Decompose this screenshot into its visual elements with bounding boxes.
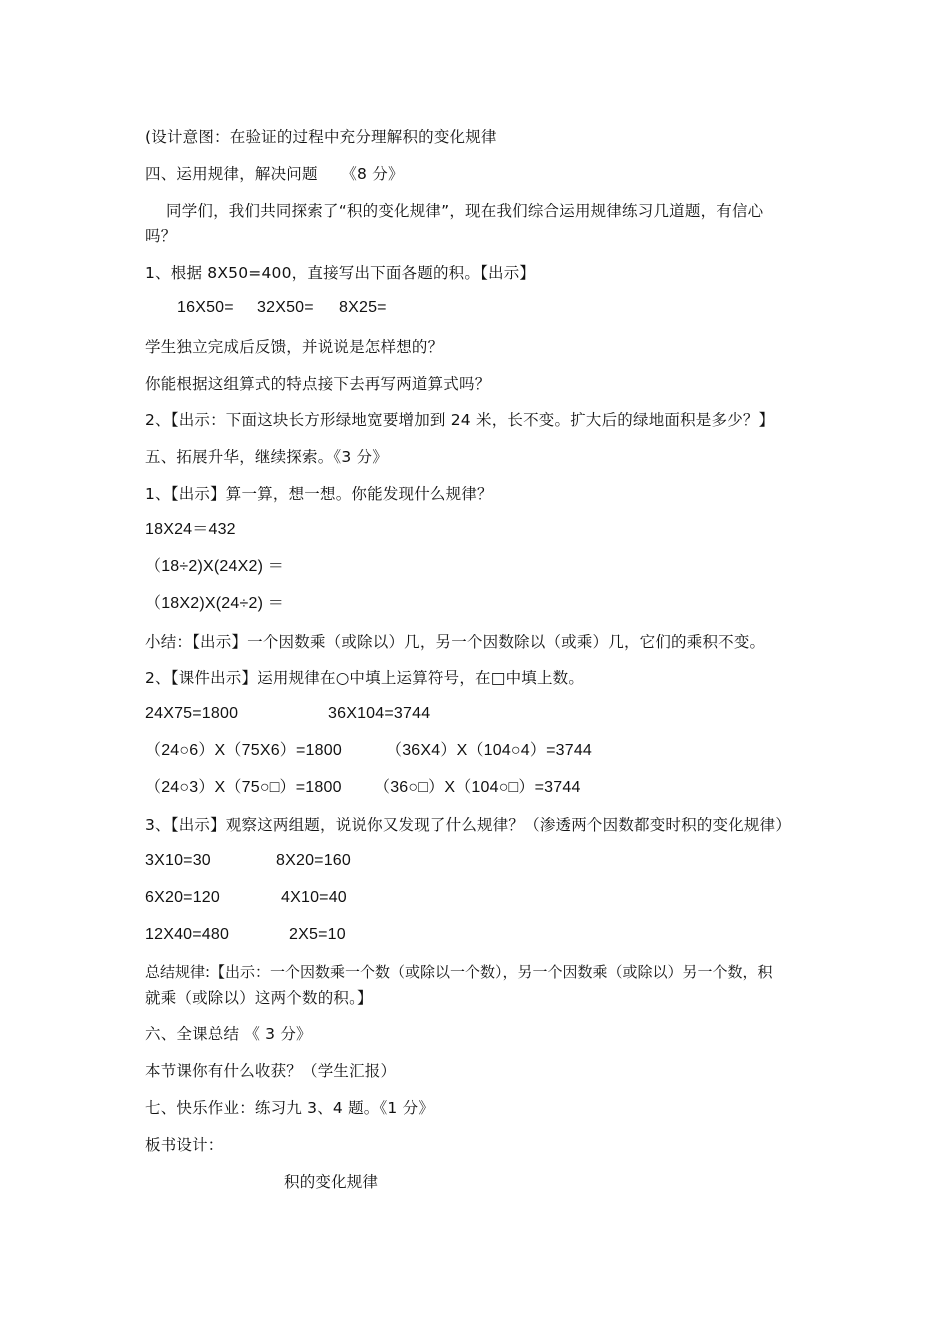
q1-expression: 8X25=	[339, 299, 387, 316]
q1-expression: 32X50=	[257, 299, 314, 316]
section5-q1: 1、【出示】算一算，想一想。你能发现什么规律？	[145, 485, 493, 503]
q3-row-left: 3X10=30	[145, 852, 211, 869]
section7-heading: 七、快乐作业：练习九 3、4 题。《1 分》	[145, 1099, 435, 1117]
section4-q1: 1、根据 8X50=400，直接写出下面各题的积。【出示】	[145, 264, 536, 282]
section5-heading: 五、拓展升华，继续探索。《3 分》	[145, 448, 388, 466]
board-label: 板书设计：	[145, 1136, 224, 1154]
equation: （18X2)X(24÷2) ＝	[145, 595, 284, 612]
equation: 18X24＝432	[145, 521, 236, 538]
q3-row-left: 12X40=480	[145, 926, 230, 943]
q3-row-right: 8X20=160	[276, 852, 352, 869]
section4-q2: 2、【出示：下面这块长方形绿地宽要增加到 24 米，长不变。扩大后的绿地面积是多少？】	[145, 411, 775, 429]
q3-row-left: 6X20=120	[145, 889, 221, 906]
q2-row-right: （36X4）X（104○4）=3744	[386, 742, 593, 759]
q3-row-right: 4X10=40	[281, 889, 347, 906]
design-intent: (设计意图：在验证的过程中充分理解积的变化规律	[145, 128, 497, 146]
section6-heading: 六、全课总结 《 3 分》	[145, 1025, 312, 1043]
q2-row-left: 24X75=1800	[145, 705, 239, 722]
section4-heading: 四、运用规律，解决问题 《8 分》	[145, 165, 404, 183]
equation: （18÷2)X(24X2) ＝	[145, 558, 284, 575]
q1-followup: 你能根据这组算式的特点接下去再写两道算式吗？	[145, 375, 491, 393]
section5-q3: 3、【出示】观察这两组题，说说你又发现了什么规律？（渗透两个因数都变时积的变化规律）	[145, 816, 792, 834]
section4-intro-line2: 吗？	[145, 227, 177, 245]
summary-1: 小结：【出示】一个因数乘（或除以）几，另一个因数除以（或乘）几，它们的乘积不变。	[145, 633, 766, 651]
q2-row-left: （24○6）X（75X6）=1800	[145, 742, 342, 759]
section4-intro-line1: 同学们，我们共同探索了“积的变化规律”，现在我们综合运用规律练习几道题，有信心	[166, 202, 764, 220]
q2-row-left: （24○3）X（75○□）=1800	[145, 779, 342, 796]
q2-row-right: 36X104=3744	[328, 705, 431, 722]
board-title: 积的变化规律	[284, 1173, 379, 1191]
summary-2-line1: 总结规律:【出示：一个因数乘一个数（或除以一个数），另一个因数乘（或除以）另一个数，积	[145, 963, 773, 981]
q1-feedback: 学生独立完成后反馈，并说说是怎样想的？	[145, 338, 444, 356]
section5-q2: 2、【课件出示】运用规律在○中填上运算符号，在□中填上数。	[145, 669, 585, 687]
section6-question: 本节课你有什么收获？（学生汇报）	[145, 1062, 397, 1080]
q3-row-right: 2X5=10	[289, 926, 346, 943]
q2-row-right: （36○□）X（104○□）=3744	[374, 779, 581, 796]
q1-expression: 16X50=	[177, 299, 234, 316]
summary-2-line2: 就乘（或除以）这两个数的积。】	[145, 989, 373, 1007]
